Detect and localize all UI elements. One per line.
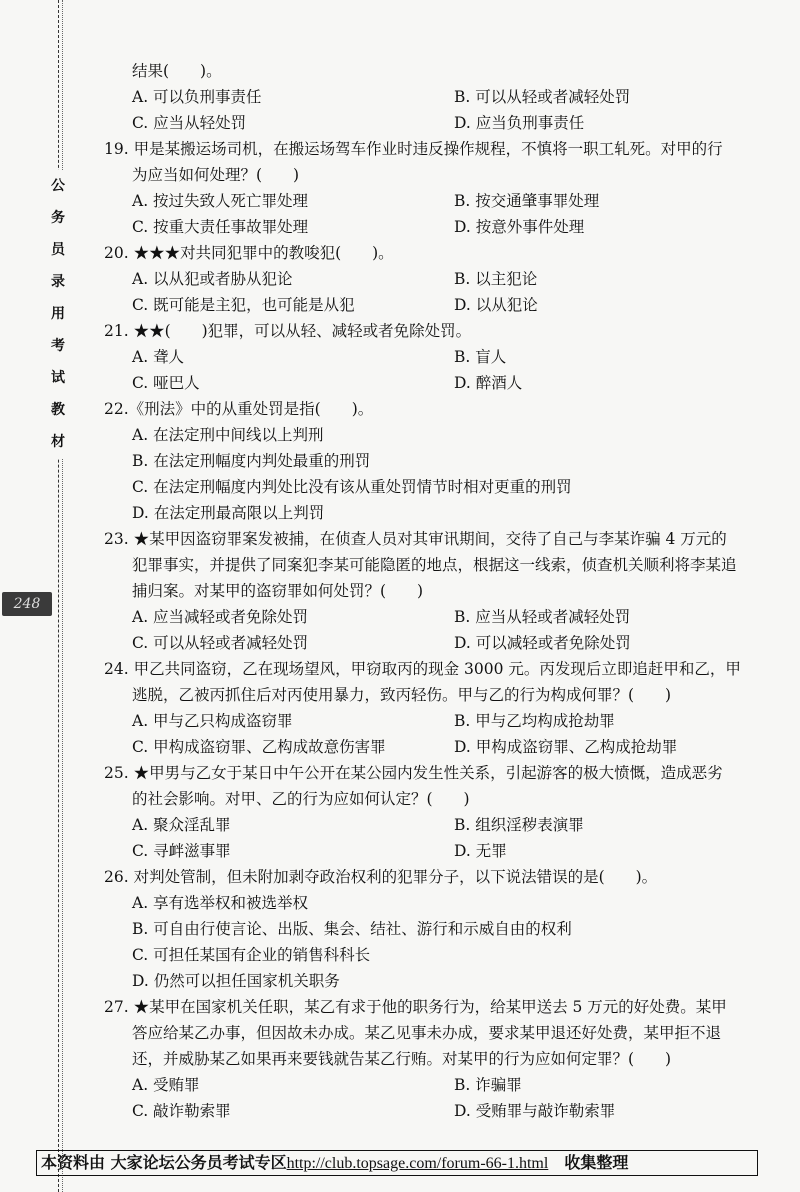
- answer-option: C. 哑巴人: [132, 374, 200, 392]
- answer-option: A. 以从犯或者胁从犯论: [132, 270, 293, 288]
- question-q18-tail: [104, 58, 780, 136]
- answer-option: D. 仍然可以担任国家机关职务: [132, 972, 340, 990]
- answer-option: A. 甲与乙只构成盗窃罪: [132, 712, 293, 730]
- answer-option: D. 以从犯论: [454, 296, 538, 314]
- question-stem-line: 22.《刑法》中的从重处罚是指( )。: [104, 400, 374, 418]
- answer-option: A. 在法定刑中间线以上判刑: [132, 426, 324, 444]
- option-row: [104, 266, 780, 292]
- question-stem-line: 犯罪事实，并提供了同案犯李某可能隐匿的地点，根据这一线索，侦查机关顺利将李某追: [132, 556, 737, 574]
- question-stem-line: 21. ★★( )犯罪，可以从轻、减轻或者免除处罚。: [104, 322, 472, 340]
- side-label-char: 务: [51, 210, 65, 226]
- option-row: [104, 292, 780, 318]
- answer-option: B. 诈骗罪: [454, 1076, 522, 1094]
- footer-text: 本资料由 大家论坛公务员考试专区: [41, 1153, 287, 1172]
- option-row: [104, 734, 780, 760]
- page-number: 248: [2, 592, 52, 616]
- side-label-char: 用: [51, 306, 65, 322]
- answer-option: A. 按过失致人死亡罪处理: [132, 192, 309, 210]
- option-row: [104, 214, 780, 240]
- answer-option: B. 在法定刑幅度内判处最重的刑罚: [132, 452, 371, 470]
- question-stem-line: 27. ★某甲在国家机关任职，某乙有求于他的职务行为，给某甲送去 5 万元的好处费。某甲: [104, 998, 727, 1016]
- question-stem-line: 结果( )。: [132, 62, 222, 80]
- question-stem-line: 捕归案。对某甲的盗窃罪如何处罚？( ): [132, 582, 424, 600]
- answer-option: C. 可以从轻或者减轻处罚: [132, 634, 309, 652]
- answer-option: B. 盲人: [454, 348, 507, 366]
- footer-suffix: 收集整理: [548, 1153, 629, 1172]
- side-label-char: 材: [51, 434, 65, 450]
- questions-content: [104, 58, 780, 1124]
- answer-option: C. 寻衅滋事罪: [132, 842, 231, 860]
- question-q20: [104, 240, 780, 318]
- answer-option: C. 可担任某国有企业的销售科科长: [132, 946, 371, 964]
- answer-option: B. 组织淫秽表演罪: [454, 816, 584, 834]
- answer-option: C. 敲诈勒索罪: [132, 1102, 231, 1120]
- answer-option: D. 甲构成盗窃罪、乙构成抢劫罪: [454, 738, 678, 756]
- question-q26: [104, 864, 780, 994]
- question-stem-line: 答应给某乙办事，但因故未办成。某乙见事未办成，要求某甲退还好处费，某甲拒不退: [132, 1024, 722, 1042]
- side-label-char: 录: [51, 274, 65, 290]
- option-row: [104, 838, 780, 864]
- answer-option: C. 既可能是主犯，也可能是从犯: [132, 296, 355, 314]
- option-row: [104, 604, 780, 630]
- answer-option: B. 可以从轻或者减轻处罚: [454, 88, 631, 106]
- answer-option: D. 无罪: [454, 842, 507, 860]
- side-label-char: 教: [51, 402, 65, 418]
- answer-option: B. 甲与乙均构成抢劫罪: [454, 712, 615, 730]
- question-stem-line: 还，并威胁某乙如果再来要钱就告某乙行贿。对某甲的行为应如何定罪？( ): [132, 1050, 672, 1068]
- question-stem-line: 20. ★★★对共同犯罪中的教唆犯( )。: [104, 244, 394, 262]
- answer-option: A. 聋人: [132, 348, 185, 366]
- option-row: [104, 630, 780, 656]
- question-q22: [104, 396, 780, 526]
- answer-option: B. 可自由行使言论、出版、集会、结社、游行和示威自由的权利: [132, 920, 572, 938]
- question-stem-line: 26. 对判处管制，但未附加剥夺政治权利的犯罪分子，以下说法错误的是( )。: [104, 868, 658, 886]
- answer-option: D. 可以减轻或者免除处罚: [454, 634, 631, 652]
- question-stem-line: 25. ★甲男与乙女于某日中午公开在某公园内发生性关系，引起游客的极大愤慨，造成恶劣: [104, 764, 723, 782]
- option-row: [104, 110, 780, 136]
- side-label-char: 试: [51, 370, 65, 386]
- option-row: [104, 1098, 780, 1124]
- option-row: [104, 344, 780, 370]
- option-row: [104, 708, 780, 734]
- option-row: [104, 1072, 780, 1098]
- option-row: [104, 370, 780, 396]
- answer-option: C. 按重大责任事故罪处理: [132, 218, 309, 236]
- answer-option: B. 按交通肇事罪处理: [454, 192, 600, 210]
- answer-option: D. 醉酒人: [454, 374, 523, 392]
- option-row: [104, 84, 780, 110]
- answer-option: A. 聚众淫乱罪: [132, 816, 231, 834]
- side-label-char: 员: [51, 242, 65, 258]
- answer-option: C. 在法定刑幅度内判处比没有该从重处罚情节时相对更重的刑罚: [132, 478, 572, 496]
- answer-option: A. 受贿罪: [132, 1076, 200, 1094]
- question-stem-line: 23. ★某甲因盗窃罪案发被捕，在侦查人员对其审讯期间，交待了自己与李某诈骗 4 万元的: [104, 530, 727, 548]
- answer-option: D. 按意外事件处理: [454, 218, 585, 236]
- answer-option: C. 甲构成盗窃罪、乙构成故意伤害罪: [132, 738, 386, 756]
- question-stem-line: 的社会影响。对甲、乙的行为应如何认定？( ): [132, 790, 470, 808]
- question-stem-line: 逃脱，乙被丙抓住后对丙使用暴力，致丙轻伤。甲与乙的行为构成何罪？( ): [132, 686, 672, 704]
- answer-option: D. 应当负刑事责任: [454, 114, 585, 132]
- question-stem-line: 19. 甲是某搬运场司机，在搬运场驾车作业时违反操作规程，不慎将一职工轧死。对甲的行: [104, 140, 723, 158]
- question-q25: [104, 760, 780, 864]
- question-q23: [104, 526, 780, 656]
- answer-option: A. 应当减轻或者免除处罚: [132, 608, 309, 626]
- answer-option: A. 可以负刑事责任: [132, 88, 262, 106]
- question-stem-line: 24. 甲乙共同盗窃，乙在现场望风，甲窃取丙的现金 3000 元。丙发现后立即追赶甲和乙，甲: [104, 660, 741, 678]
- footer-link[interactable]: http://club.topsage.com/forum-66-1.html: [286, 1155, 549, 1172]
- question-q27: [104, 994, 780, 1124]
- side-label: [44, 170, 72, 458]
- answer-option: C. 应当从轻处罚: [132, 114, 247, 132]
- answer-option: D. 受贿罪与敲诈勒索罪: [454, 1102, 616, 1120]
- option-row: [104, 188, 780, 214]
- question-q21: [104, 318, 780, 396]
- answer-option: D. 在法定刑最高限以上判罚: [132, 504, 325, 522]
- question-q24: [104, 656, 780, 760]
- footer-banner: [36, 1150, 758, 1176]
- side-label-char: 公: [51, 178, 65, 194]
- option-row: [104, 812, 780, 838]
- answer-option: B. 应当从轻或者减轻处罚: [454, 608, 631, 626]
- answer-option: A. 享有选举权和被选举权: [132, 894, 309, 912]
- question-q19: [104, 136, 780, 240]
- question-stem-line: 为应当如何处理？( ): [132, 166, 300, 184]
- side-label-char: 考: [51, 338, 65, 354]
- answer-option: B. 以主犯论: [454, 270, 538, 288]
